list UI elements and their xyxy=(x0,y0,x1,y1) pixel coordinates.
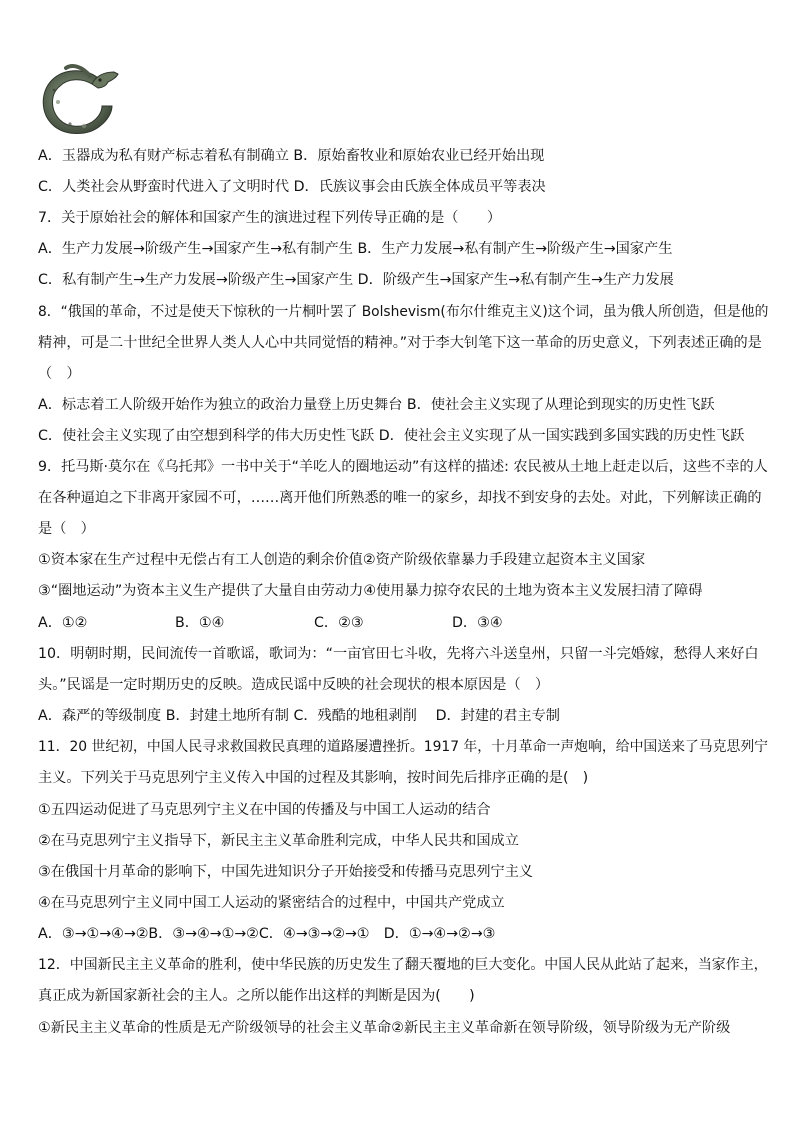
q6-options-ab: A．玉器成为私有财产标志着私有制确立 B．原始畜牧业和原始农业已经开始出现 xyxy=(38,148,545,164)
q12-statements-12: ①新民主主义革命的性质是无产阶级领导的社会主义革命②新民主主义革命新在领导阶级，领导阶级为无产阶级 xyxy=(38,1020,731,1036)
q9-stem-line1: 9．托马斯·莫尔在《乌托邦》一书中关于“羊吃人的圈地运动”有这样的描述: 农民被从土地上赶走以后，这些不幸的人 xyxy=(38,459,768,475)
q10-stem-line1: 10．明朝时期，民间流传一首歌谣，歌词为：“一亩官田七斗收，先将六斗送皇州，只留一斗完婚嫁，愁得人来好白 xyxy=(38,646,759,662)
q11-stem-line2: 主义。下列关于马克思列宁主义传入中国的过程及其影响，按时间先后排序正确的是( ) xyxy=(38,770,589,786)
q12-stem-line1: 12．中国新民主主义革命的胜利，使中华民族的历史发生了翻天覆地的巨大变化。中国人民从此站了起来，当家作主， xyxy=(38,957,768,973)
q9-option-d: D．③④ xyxy=(452,615,503,631)
jade-dragon-artifact-image xyxy=(36,62,122,138)
q10-options: A．森严的等级制度 B．封建土地所有制 C．残酷的地租剥削 D．封建的君主专制 xyxy=(38,708,560,724)
q11-statement-3: ③在俄国十月革命的影响下，中国先进知识分子开始接受和传播马克思列宁主义 xyxy=(38,864,534,880)
q7-options-ab: A．生产力发展→阶级产生→国家产生→私有制产生 B．生产力发展→私有制产生→阶级产生→国家产生 xyxy=(38,241,673,257)
q9-options xyxy=(38,613,503,633)
q11-statement-2: ②在马克思列宁主义指导下，新民主主义革命胜利完成，中华人民共和国成立 xyxy=(38,833,519,849)
q11-statement-4: ④在马克思列宁主义同中国工人运动的紧密结合的过程中，中国共产党成立 xyxy=(38,895,505,911)
q8-stem-line1: 8．“俄国的革命，不过是使天下惊秋的一片桐叶罢了 Bolshevism(布尔什维克主义)这个词，虽为俄人所创造，但是他的 xyxy=(38,304,769,320)
q9-option-b: B．①④ xyxy=(175,615,225,631)
q9-stem-line2: 在各种逼迫之下非离开家园不可，……离开他们所熟悉的唯一的家乡，却找不到安身的去处。对此，下列解读正确的 xyxy=(38,490,762,506)
q11-statement-1: ①五四运动促进了马克思列宁主义在中国的传播及与中国工人运动的结合 xyxy=(38,802,491,818)
q9-statements-34: ③“圈地运动”为资本主义生产提供了大量自由劳动力④使用暴力掠夺农民的土地为资本主义发展扫清了障碍 xyxy=(38,583,703,599)
q7-stem: 7．关于原始社会的解体和国家产生的演进过程下列传导正确的是（ ） xyxy=(38,210,502,226)
q8-stem-line3: （ ） xyxy=(38,366,81,382)
q9-statements-12: ①资本家在生产过程中无偿占有工人创造的剩余价值②资产阶级依靠暴力手段建立起资本主义国家 xyxy=(38,552,646,568)
q12-stem-line2: 真正成为新国家新社会的主人。之所以能作出这样的判断是因为( ) xyxy=(38,988,475,1004)
q11-stem-line1: 11．20 世纪初，中国人民寻求救国救民真理的道路屡遭挫折。1917 年，十月革命一声炮响，给中国送来了马克思列宁 xyxy=(38,739,769,755)
q8-stem-line2: 精神，可是二十世纪全世界人类人人心中共同觉悟的精神。”对于李大钊笔下这一革命的历史意义，下列表述正确的是 xyxy=(38,335,762,351)
q9-option-c: C．②③ xyxy=(314,615,364,631)
q11-options: A．③→①→④→②B．③→④→①→②C．④→③→②→① D．①→④→②→③ xyxy=(38,926,496,942)
q8-options-ab: A．标志着工人阶级开始作为独立的政治力量登上历史舞台 B．使社会主义实现了从理论到现实的历史性飞跃 xyxy=(38,397,715,413)
q7-options-cd: C．私有制产生→生产力发展→阶级产生→国家产生 D．阶级产生→国家产生→私有制产生→生产力发展 xyxy=(38,272,674,288)
q6-options-cd: C．人类社会从野蛮时代进入了文明时代 D．氏族议事会由氏族全体成员平等表决 xyxy=(38,179,546,195)
q10-stem-line2: 头。”民谣是一定时期历史的反映。造成民谣中反映的社会现状的根本原因是（ ） xyxy=(38,677,550,693)
q8-options-cd: C．使社会主义实现了由空想到科学的伟大历史性飞跃 D．使社会主义实现了从一国实践到多国实践的历史性飞跃 xyxy=(38,428,745,444)
q9-stem-line3: 是（ ） xyxy=(38,521,95,537)
q9-option-a: A．①② xyxy=(38,615,88,631)
